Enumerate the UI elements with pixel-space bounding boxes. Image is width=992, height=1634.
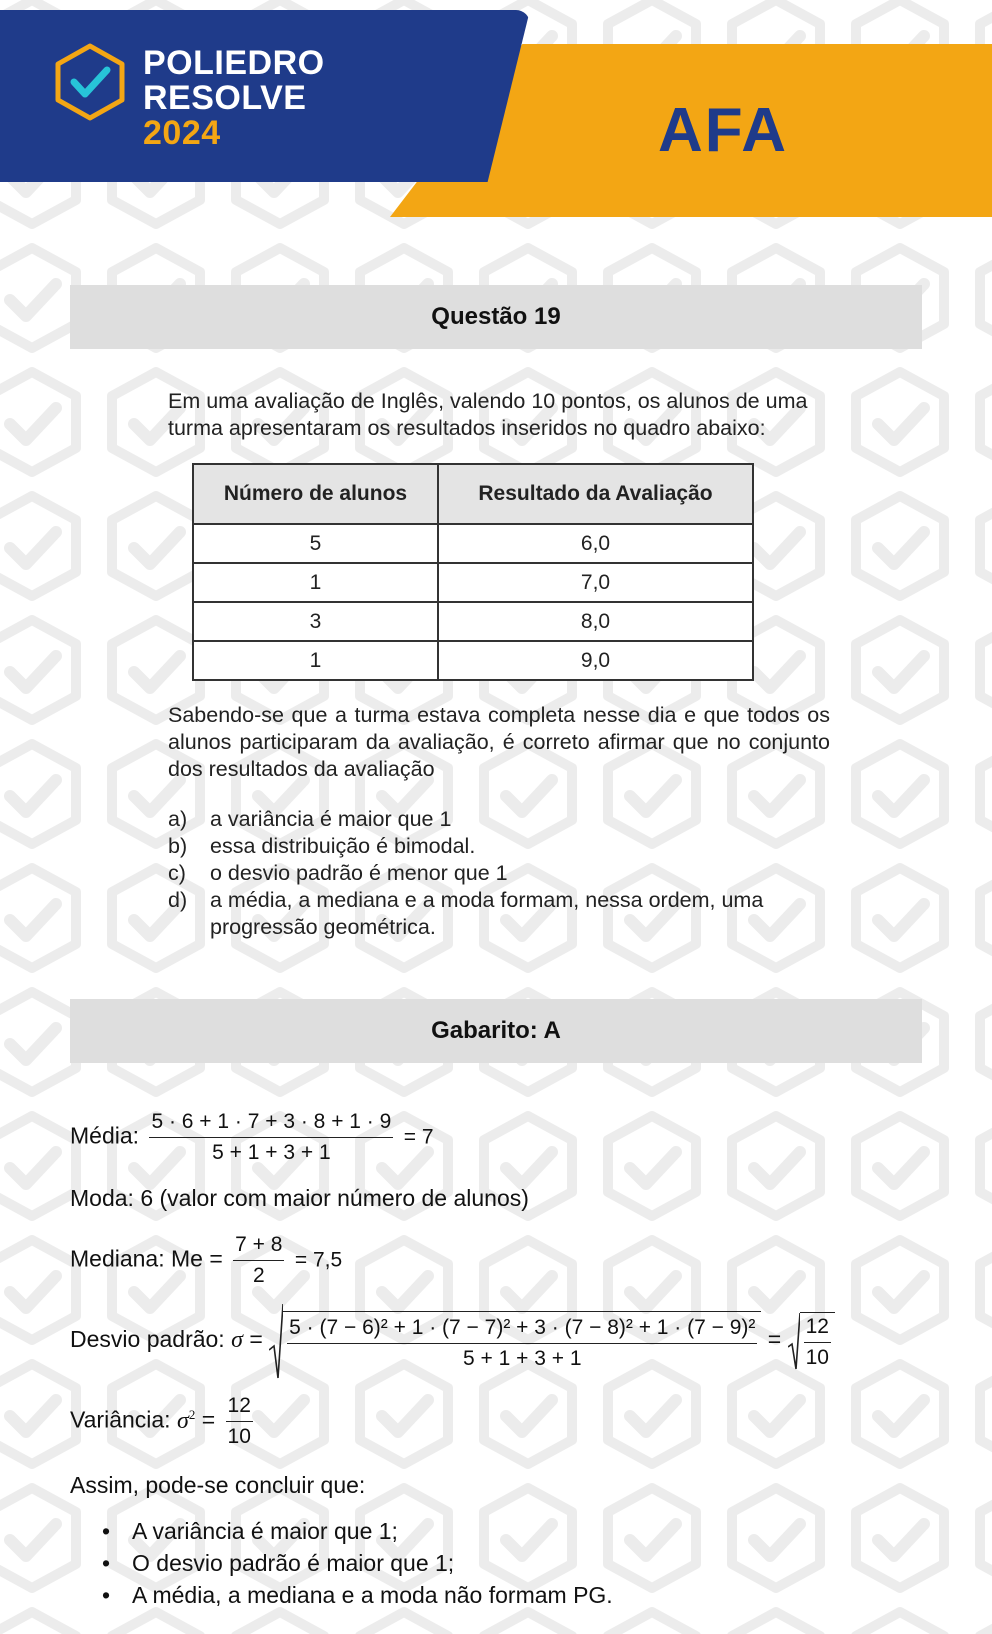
column-header-result: Resultado da Avaliação	[438, 464, 753, 524]
mediana-line	[70, 1233, 342, 1288]
answer-title: Gabarito: A	[431, 1017, 561, 1044]
option-a	[168, 806, 830, 833]
question-statement: Sabendo-se que a turma estava completa nesse dia e que todos os alunos participaram da avaliação, é correto afirmar que no conjunto dos resultados da avaliação	[168, 703, 830, 781]
column-header-students: Número de alunos	[193, 464, 438, 524]
list-item: • A variância é maior que 1;	[100, 1515, 613, 1547]
variancia-line: Variância: $\sigma^2$ = $\frac{12}{10}$	[70, 1394, 251, 1448]
option-letter: a)	[168, 807, 188, 831]
table-cell: 7,0	[438, 563, 753, 602]
desvio-result-numerator: 12	[804, 1315, 831, 1343]
option-letter: b)	[168, 834, 188, 858]
desvio-label: Desvio padrão:	[70, 1326, 225, 1353]
brand-line-2: RESOLVE	[143, 79, 307, 117]
variancia-denominator: 10	[227, 1425, 251, 1448]
media-result: = 7	[403, 1125, 434, 1149]
sigma-symbol: σ	[231, 1327, 243, 1354]
option-letter: d)	[168, 888, 188, 912]
table-row	[193, 641, 753, 680]
results-table	[192, 463, 754, 681]
conclusion-text: Assim, pode-se concluir que:	[70, 1472, 366, 1498]
table-cell: 5	[193, 524, 438, 563]
desvio-numerator: 5 · (7 − 6)² + 1 · (7 − 7)² + 3 · (7 − 8)² + 1 · (7 − 9)²	[287, 1316, 757, 1344]
radical-small	[788, 1311, 835, 1371]
moda-line: Moda: 6 (valor com maior número de alunos)	[70, 1185, 529, 1211]
option-text: o desvio padrão é menor que 1	[210, 861, 508, 885]
table-header-row	[193, 464, 753, 524]
table-row	[193, 524, 753, 563]
exam-name: AFA	[658, 96, 788, 165]
desvio-result-denominator: 10	[805, 1346, 829, 1369]
option-text: a variância é maior que 1	[210, 807, 452, 831]
mediana-result: = 7,5	[294, 1248, 343, 1272]
table-cell: 1	[193, 563, 438, 602]
media-line	[70, 1110, 434, 1165]
option-letter: c)	[168, 861, 186, 885]
desvio-result-fraction	[804, 1315, 831, 1370]
answer-options	[168, 806, 830, 941]
table-row	[193, 602, 753, 641]
check-hexagon-icon	[52, 42, 128, 122]
conclusion-list	[100, 1515, 613, 1611]
desvio-denominator: 5 + 1 + 3 + 1	[463, 1347, 582, 1370]
media-fraction	[149, 1110, 393, 1165]
variancia-fraction	[226, 1394, 253, 1449]
table-cell: 3	[193, 602, 438, 641]
list-item: • O desvio padrão é maior que 1;	[100, 1547, 613, 1579]
media-denominator: 5 + 1 + 3 + 1	[212, 1141, 331, 1164]
media-label: Média:	[70, 1122, 140, 1149]
radical-large	[269, 1302, 761, 1380]
sigma-squared: $\sigma^2$	[176, 1406, 196, 1434]
mediana-label: Mediana: Me =	[70, 1245, 223, 1272]
mediana-denominator: 2	[252, 1264, 265, 1287]
option-text: a média, a mediana e a moda formam, nessa ordem, uma progressão geométrica.	[210, 888, 764, 939]
desvio-line: Desvio padrão: σ = $\frac{\text{5 · (7 − 6)² + 1 · (7 − 7)² + 3 · (7 − 8)² + 1 · (7 − 9)²}}{5 + 1 + 3 + 1}$ = $\frac{12}{10}$	[70, 1302, 835, 1380]
mediana-numerator: 7 + 8	[233, 1233, 284, 1261]
option-d	[168, 887, 830, 941]
variancia-label: Variância:	[70, 1406, 171, 1433]
radical-sign-icon	[269, 1302, 283, 1380]
radical-sign-icon	[788, 1311, 800, 1371]
brand-logo-text	[143, 46, 325, 151]
brand-year: 2024	[143, 114, 221, 152]
option-text: essa distribuição é bimodal.	[210, 834, 476, 858]
question-title-bar	[70, 285, 922, 349]
table-cell: 8,0	[438, 602, 753, 641]
media-numerator: 5 · 6 + 1 · 7 + 3 · 8 + 1 · 9	[149, 1110, 393, 1138]
table-cell: 6,0	[438, 524, 753, 563]
table-row	[193, 563, 753, 602]
answer-title-bar	[70, 999, 922, 1063]
question-intro: Em uma avaliação de Inglês, valendo 10 pontos, os alunos de uma turma apresentaram os resultados inseridos no quadro abaixo:	[168, 389, 808, 440]
mediana-fraction	[233, 1233, 284, 1288]
brand-line-1: POLIEDRO	[143, 44, 325, 82]
table-cell: 9,0	[438, 641, 753, 680]
option-c	[168, 860, 830, 887]
desvio-fraction	[287, 1316, 757, 1371]
variancia-numerator: 12	[226, 1394, 253, 1422]
list-item: • A média, a mediana e a moda não formam PG.	[100, 1579, 613, 1611]
option-b	[168, 833, 830, 860]
question-title: Questão 19	[431, 303, 561, 330]
table-cell: 1	[193, 641, 438, 680]
